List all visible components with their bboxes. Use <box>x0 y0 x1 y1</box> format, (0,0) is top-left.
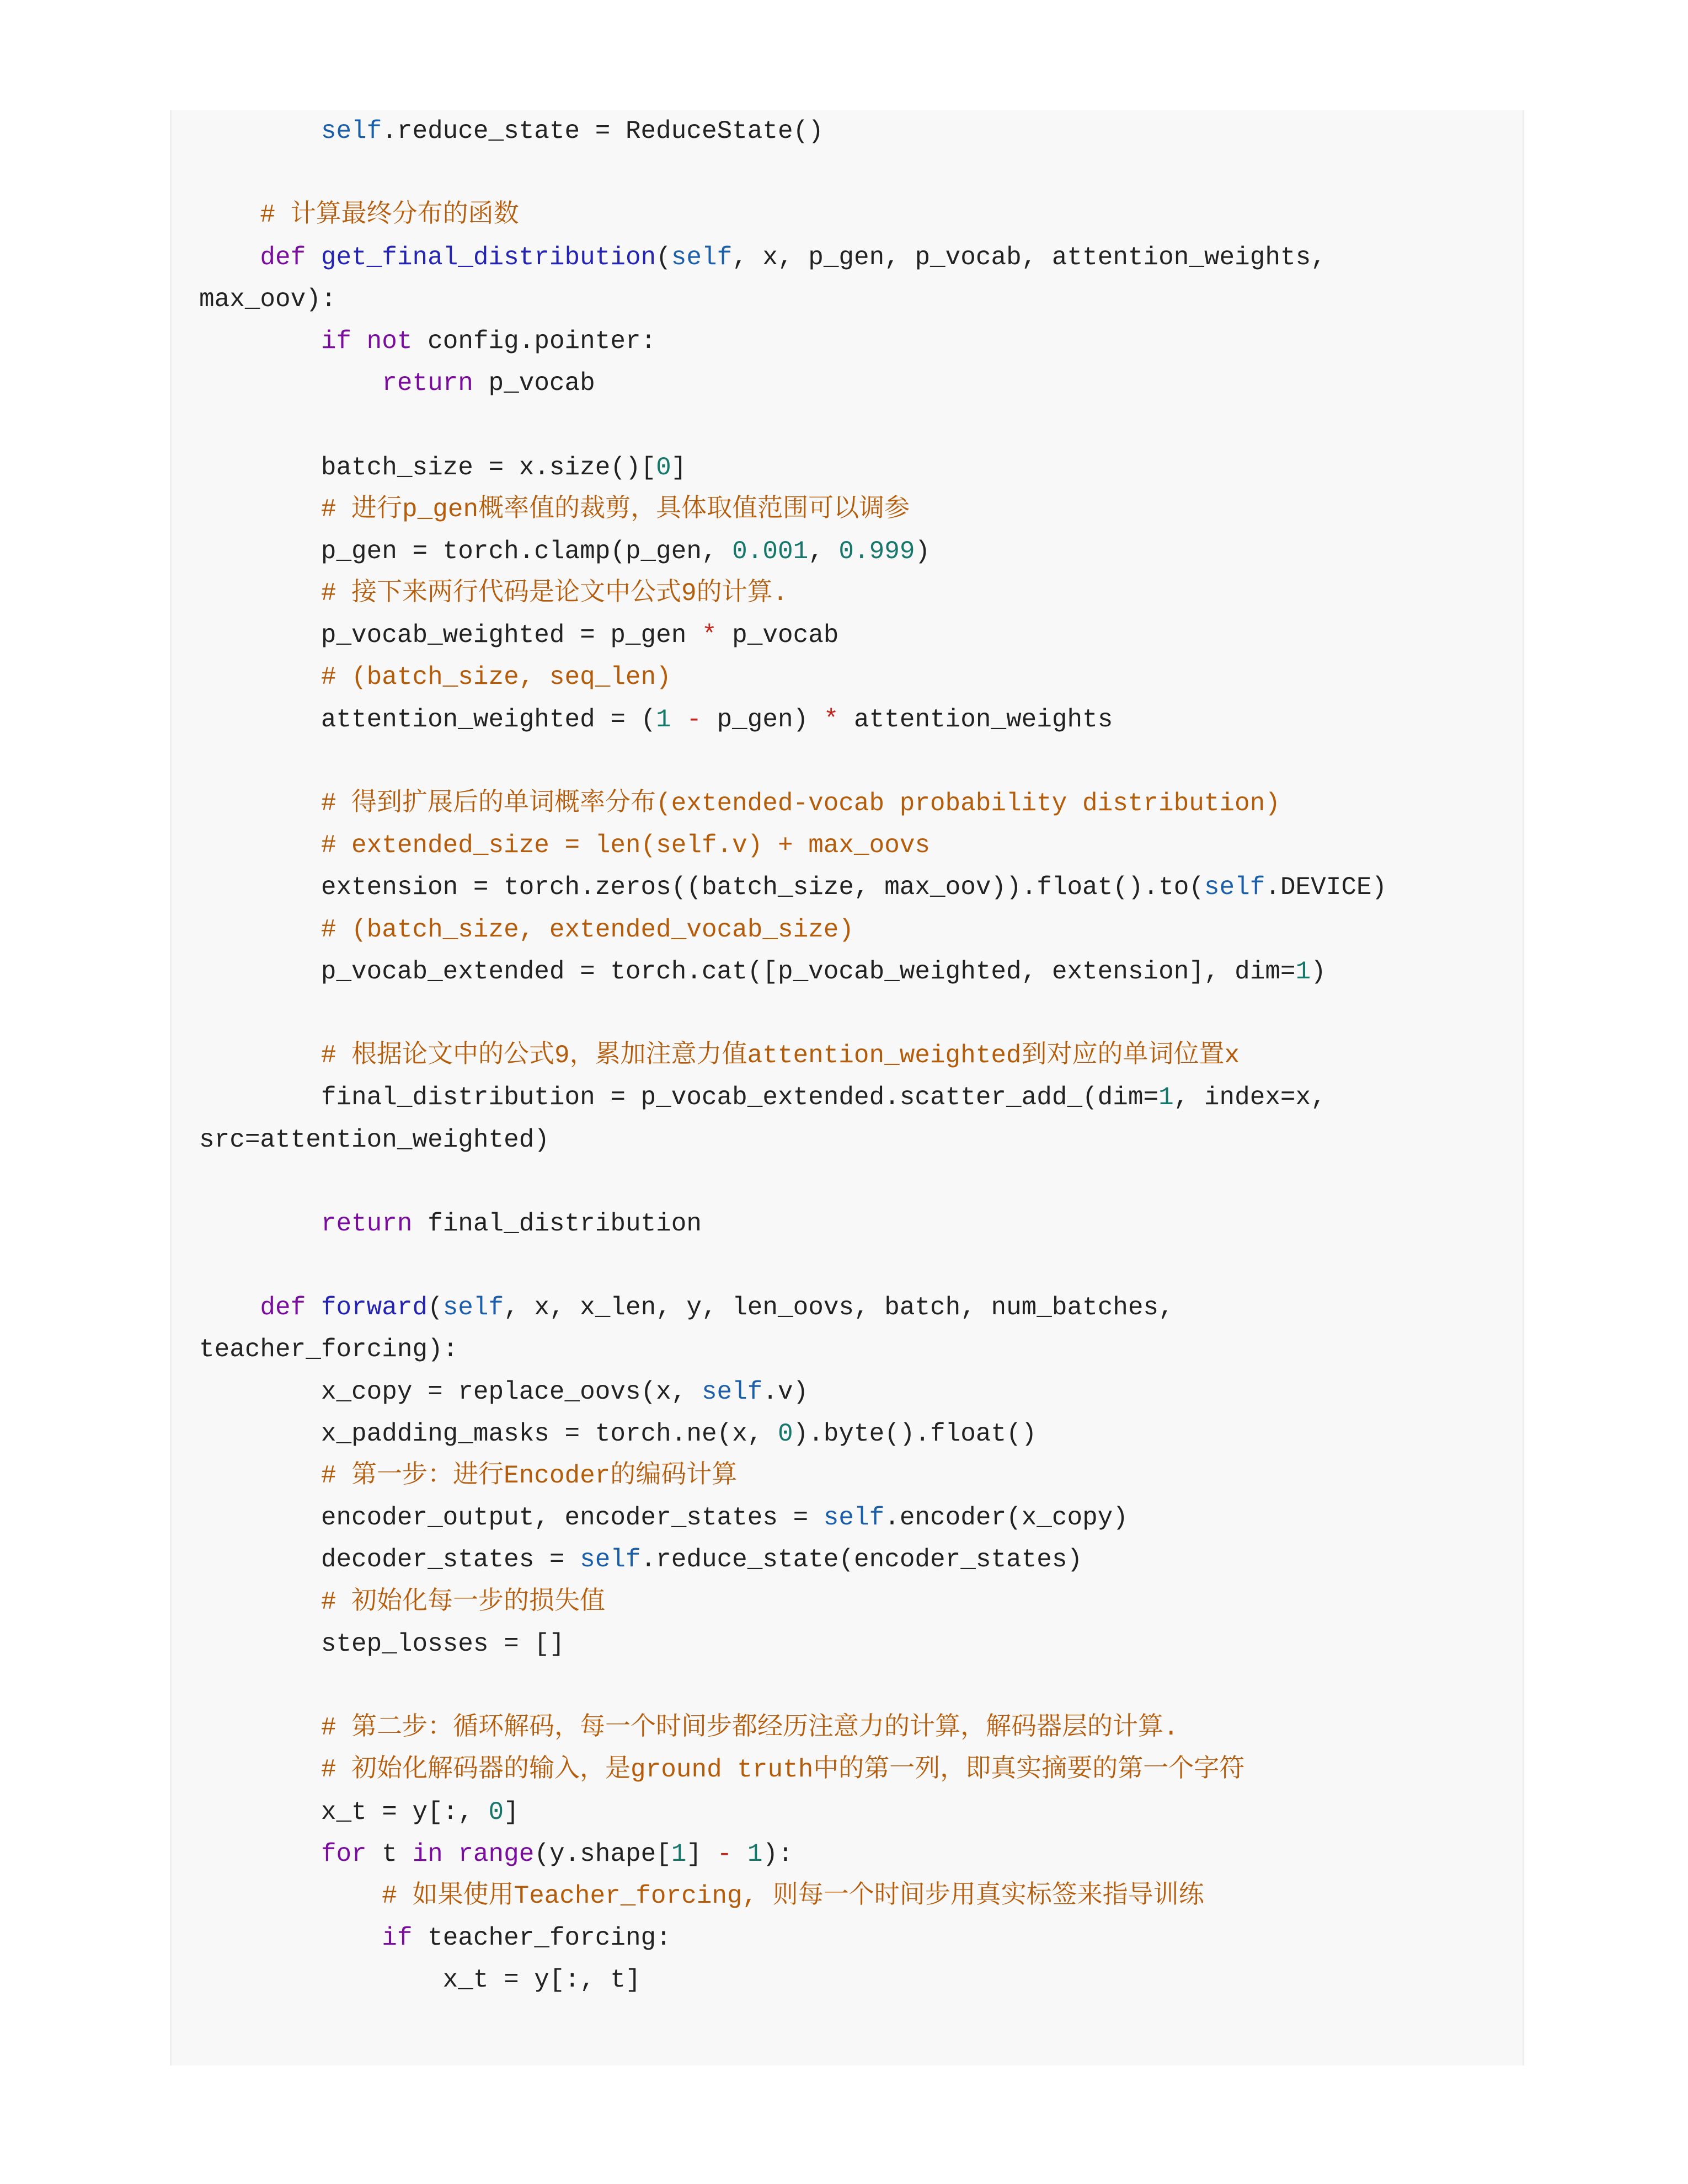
code-line <box>199 447 1387 489</box>
code-token: 1 <box>747 1839 763 1869</box>
code-token <box>199 117 321 146</box>
code-token <box>306 1293 321 1322</box>
code-token <box>732 1840 747 1869</box>
code-token: , index=x, <box>1173 1083 1326 1112</box>
code-token: range <box>458 1839 535 1869</box>
code-token: if <box>382 1924 413 1953</box>
code-line <box>199 1497 1387 1539</box>
code-token: # 第一步：进行Encoder的编码计算 <box>320 1462 738 1490</box>
code-line <box>199 110 1387 152</box>
code-token <box>199 201 260 229</box>
code-token <box>199 1293 260 1322</box>
code-line <box>199 614 1387 656</box>
code-line <box>199 1287 1387 1329</box>
code-token: extension = torch.zeros((batch_size, max_oov)).float().to( <box>199 873 1204 902</box>
code-line <box>199 1581 1387 1623</box>
code-token: 0 <box>656 453 671 482</box>
code-line <box>199 1161 1387 1203</box>
code-token: final_distribution <box>412 1209 702 1238</box>
code-line <box>199 1749 1387 1791</box>
code-token: encoder_output, encoder_states = <box>199 1503 824 1533</box>
code-token: - <box>686 705 702 734</box>
code-token: 0.999 <box>838 537 915 566</box>
code-token: attention_weighted = ( <box>199 705 656 734</box>
code-line <box>199 362 1387 404</box>
code-token: ( <box>428 1293 443 1323</box>
code-token: get_final_distribution <box>320 243 656 272</box>
code-token: ( <box>656 243 671 272</box>
code-token: teacher_forcing): <box>199 1335 458 1364</box>
code-line <box>199 237 1387 279</box>
code-token: p_vocab <box>473 369 595 398</box>
code-line <box>199 531 1387 572</box>
code-token: # 计算最终分布的函数 <box>260 201 519 230</box>
code-token: attention_weights <box>838 705 1113 734</box>
code-line <box>199 1077 1387 1118</box>
code-token: ) <box>915 537 931 566</box>
code-block <box>170 110 1524 2065</box>
code-token: config.pointer: <box>412 326 656 356</box>
code-token: forward <box>320 1293 428 1323</box>
code-token: self <box>1204 873 1265 902</box>
code-line <box>199 320 1387 362</box>
code-line <box>199 489 1387 531</box>
code-line <box>199 279 1387 320</box>
code-token <box>199 663 321 692</box>
code-line <box>199 1329 1387 1371</box>
code-line <box>199 1833 1387 1875</box>
code-token: # 根据论文中的公式9，累加注意力值attention_weighted到对应的单词位置x <box>320 1041 1240 1070</box>
code-token: p_gen) <box>701 705 824 734</box>
code-token: x_copy = replace_oovs(x, <box>199 1377 702 1406</box>
code-line <box>199 194 1387 236</box>
code-token: src=attention_weighted) <box>199 1125 549 1154</box>
code-line <box>199 1875 1387 1917</box>
code-token <box>351 327 367 356</box>
code-line <box>199 866 1387 908</box>
code-token: 0 <box>777 1419 793 1448</box>
code-token: p_vocab <box>717 621 839 650</box>
code-token <box>443 1840 458 1869</box>
code-token: p_gen = torch.clamp(p_gen, <box>199 537 733 566</box>
code-token: .v) <box>762 1377 809 1406</box>
code-token: , x, x_len, y, len_oovs, batch, num_batches, <box>504 1293 1174 1323</box>
code-line <box>199 741 1387 783</box>
code-line <box>199 1413 1387 1455</box>
code-line <box>199 1707 1387 1749</box>
code-token: self <box>580 1545 641 1575</box>
code-line <box>199 825 1387 866</box>
code-token: final_distribution = p_vocab_extended.scatter_add_(dim= <box>199 1083 1159 1112</box>
code-line <box>199 1623 1387 1665</box>
code-token: , <box>808 537 839 566</box>
code-token: .encoder(x_copy) <box>884 1503 1128 1533</box>
code-token <box>199 1882 382 1910</box>
code-token: for <box>320 1839 367 1869</box>
code-token <box>199 1588 321 1616</box>
code-token: ] <box>504 1797 519 1827</box>
code-line <box>199 783 1387 825</box>
code-token: # 接下来两行代码是论文中公式9的计算. <box>320 579 788 608</box>
code-token: x_t = y[:, t] <box>199 1966 641 1995</box>
code-line <box>199 1035 1387 1077</box>
code-token <box>199 495 321 524</box>
code-line <box>199 699 1387 741</box>
code-token: (y.shape[ <box>534 1839 671 1869</box>
code-line <box>199 1119 1387 1161</box>
code-token: .DEVICE) <box>1265 873 1387 902</box>
code-line <box>199 404 1387 446</box>
code-token: ] <box>686 1839 717 1869</box>
code-token: self <box>671 243 733 272</box>
code-line <box>199 1665 1387 1707</box>
code-token <box>199 327 321 356</box>
code-token: ] <box>671 453 687 482</box>
code-line <box>199 1203 1387 1245</box>
code-token: step_losses = [] <box>199 1629 565 1658</box>
code-token: 1 <box>671 1839 687 1869</box>
code-token: x_t = y[:, <box>199 1797 489 1827</box>
code-token <box>199 1041 321 1070</box>
code-token <box>199 1714 321 1742</box>
code-token: max_oov): <box>199 285 336 314</box>
code-token: def <box>260 1293 306 1323</box>
code-line <box>199 1539 1387 1581</box>
code-line <box>199 1455 1387 1497</box>
code-token: # 得到扩展后的单词概率分布(extended-vocab probability distribution) <box>320 789 1280 818</box>
code-token: ) <box>1311 957 1326 986</box>
code-line <box>199 152 1387 194</box>
code-token: self <box>442 1293 504 1323</box>
code-token: p_vocab_extended = torch.cat([p_vocab_weighted, extension], dim= <box>199 957 1296 986</box>
code-token <box>199 789 321 818</box>
code-token: # (batch_size, seq_len) <box>320 663 671 692</box>
code-token: ).byte().float() <box>793 1419 1037 1448</box>
code-token: self <box>320 117 382 146</box>
code-token: not <box>366 326 413 356</box>
code-line <box>199 656 1387 698</box>
code-token: 1 <box>1295 957 1311 986</box>
code-token: def <box>260 243 306 272</box>
code-token: batch_size = x.size()[ <box>199 453 656 482</box>
code-token <box>671 705 687 734</box>
code-token: teacher_forcing: <box>412 1924 671 1953</box>
code-token: return <box>382 369 473 398</box>
code-line <box>199 1245 1387 1287</box>
code-token <box>199 1209 321 1238</box>
code-token: return <box>320 1209 413 1238</box>
code-line <box>199 1917 1387 1959</box>
code-token: .reduce_state(encoder_states) <box>640 1545 1083 1575</box>
code-token: - <box>717 1839 733 1869</box>
code-token: # 初始化每一步的损失值 <box>320 1587 606 1616</box>
code-line <box>199 909 1387 951</box>
code-token: # 初始化解码器的输入，是ground truth中的第一列，即真实摘要的第一个字符 <box>320 1755 1245 1785</box>
code-line <box>199 951 1387 993</box>
code-line <box>199 993 1387 1035</box>
code-token <box>199 1462 321 1490</box>
code-token: * <box>701 621 717 650</box>
code-token <box>199 579 321 608</box>
code-token <box>199 831 321 860</box>
code-token: x_padding_masks = torch.ne(x, <box>199 1419 778 1448</box>
code-token: # 进行p_gen概率值的裁剪，具体取值范围可以调参 <box>320 495 910 524</box>
code-listing <box>199 110 1387 2001</box>
code-token: 1 <box>656 705 671 734</box>
code-token: self <box>823 1503 885 1533</box>
code-token: ): <box>762 1839 793 1869</box>
code-line <box>199 572 1387 614</box>
code-token <box>199 916 321 944</box>
code-token <box>199 1755 321 1784</box>
code-token: if <box>320 326 352 356</box>
code-token: t <box>366 1839 413 1869</box>
code-token: 0.001 <box>732 537 809 566</box>
code-token <box>306 243 321 272</box>
code-token: self <box>701 1377 763 1406</box>
code-token: # extended_size = len(self.v) + max_oovs <box>320 831 931 860</box>
code-token: # 如果使用Teacher_forcing, 则每一个时间步用真实标签来指导训练 <box>382 1881 1204 1910</box>
code-token: in <box>412 1839 443 1869</box>
code-token: # 第二步：循环解码，每一个时间步都经历注意力的计算，解码器层的计算. <box>320 1714 1179 1743</box>
code-token <box>199 1924 382 1952</box>
code-line <box>199 1959 1387 2001</box>
code-token: decoder_states = <box>199 1545 580 1575</box>
code-token <box>199 369 382 398</box>
code-line <box>199 1371 1387 1413</box>
code-token: 0 <box>488 1797 504 1827</box>
code-token: , x, p_gen, p_vocab, attention_weights, <box>732 243 1326 272</box>
code-line <box>199 1791 1387 1833</box>
code-token: # (batch_size, extended_vocab_size) <box>320 915 854 944</box>
code-token: * <box>823 705 839 734</box>
code-token <box>199 1840 321 1869</box>
code-token <box>199 243 260 272</box>
code-token: .reduce_state = ReduceState() <box>382 117 824 146</box>
code-token: p_vocab_weighted = p_gen <box>199 621 702 650</box>
code-token: 1 <box>1158 1083 1174 1112</box>
